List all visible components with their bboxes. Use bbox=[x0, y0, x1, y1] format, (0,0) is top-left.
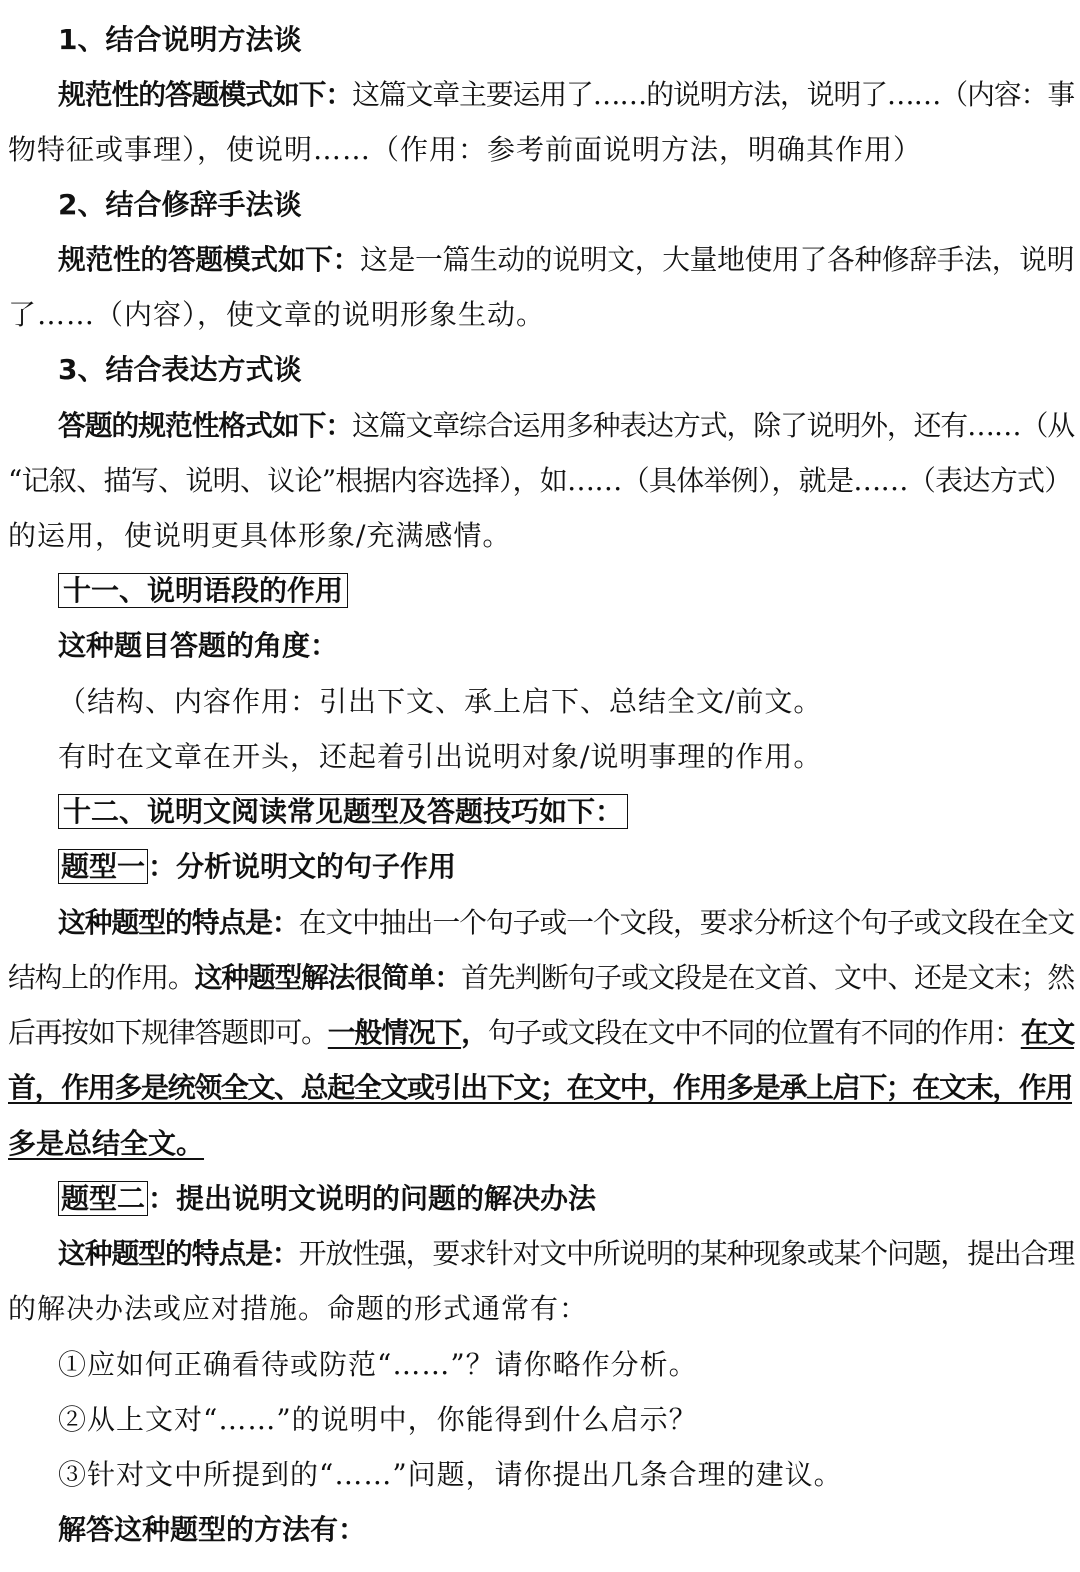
type-2-title: ：提出说明文说明的问题的解决办法 bbox=[148, 1182, 597, 1215]
section-12-title bbox=[58, 794, 628, 830]
text: 首先判断句子或文段是在文首、文中、还是文末；然 bbox=[461, 961, 1075, 994]
text: 这篇文章主要运用了……的说明方法，说明了……（内容：事 bbox=[352, 78, 1075, 111]
type-1-heading bbox=[58, 849, 456, 885]
bold-lead: 答题的规范性格式如下： bbox=[58, 409, 353, 442]
bold-lead: 这种题型的特点是： bbox=[58, 1237, 299, 1270]
text: 开放性强，要求针对文中所说明的某种现象或某个问题，提出合理 bbox=[298, 1237, 1075, 1270]
text: 句子或文段在文中不同的位置有不同的作用： bbox=[487, 1016, 1021, 1049]
text: 后再按如下规律答题即可。 bbox=[8, 1016, 328, 1049]
type-2-heading bbox=[58, 1181, 596, 1217]
method-heading: 解答这种题型的方法有： bbox=[58, 1513, 367, 1546]
underlined-line: 首，作用多是统领全文、总起全文或引出下文；在文中，作用多是承上启下；在文末，作用 bbox=[8, 1071, 1073, 1104]
type-1-label: 题型一 bbox=[58, 849, 148, 884]
text: 这篇文章综合运用多种表达方式，除了说明外，还有……（从 bbox=[352, 409, 1075, 442]
bold-lead: 这种题型的特点是： bbox=[58, 906, 299, 939]
heading-2: 2、结合修辞手法谈 bbox=[58, 188, 302, 221]
section-11-angle: 这种题目答题的角度： bbox=[58, 629, 339, 662]
text: ， bbox=[461, 1016, 488, 1049]
paragraph-line: （结构、内容作用：引出下文、承上启下、总结全文/前文。 bbox=[58, 685, 823, 718]
type-1-title: ：分析说明文的句子作用 bbox=[148, 850, 457, 883]
text: 这是一篇生动的说明文，大量地使用了各种修辞手法，说明 bbox=[360, 243, 1075, 276]
paragraph-line: 的运用，使说明更具体形象/充满感情。 bbox=[8, 519, 512, 552]
heading-1: 1、结合说明方法谈 bbox=[58, 23, 302, 56]
boxed-title: 十一、说明语段的作用 bbox=[58, 573, 348, 608]
paragraph-line bbox=[58, 905, 1074, 941]
paragraph-line: “记叙、描写、说明、议论”根据内容选择），如……（具体举例），就是……（表达方式） bbox=[8, 464, 1072, 497]
question-3: ③针对文中所提到的“……”问题，请你提出几条合理的建议。 bbox=[58, 1458, 843, 1491]
paragraph-line bbox=[58, 77, 1074, 113]
heading-3: 3、结合表达方式谈 bbox=[58, 353, 302, 386]
paragraph-line: 了……（内容），使文章的说明形象生动。 bbox=[8, 298, 546, 331]
bold-lead: 规范性的答题模式如下： bbox=[58, 78, 353, 111]
paragraph-line: 的解决办法或应对措施。命题的形式通常有： bbox=[8, 1292, 589, 1325]
paragraph-line bbox=[8, 1015, 1074, 1051]
boxed-title: 十二、说明文阅读常见题型及答题技巧如下： bbox=[58, 794, 628, 829]
bold-lead: 这种题型解法很简单： bbox=[194, 961, 462, 994]
question-2: ②从上文对“……”的说明中，你能得到什么启示？ bbox=[58, 1403, 698, 1436]
paragraph-line: 物特征或事理），使说明……（作用：参考前面说明方法，明确其作用） bbox=[8, 133, 923, 166]
type-2-label: 题型二 bbox=[58, 1181, 148, 1216]
paragraph-line bbox=[8, 960, 1074, 996]
text: 在文中抽出一个句子或一个文段，要求分析这个句子或文段在全文 bbox=[298, 906, 1075, 939]
underlined-line: 多是总结全文。 bbox=[8, 1127, 205, 1160]
question-1: ①应如何正确看待或防范“……”？请你略作分析。 bbox=[58, 1348, 698, 1381]
underlined-text: 在文 bbox=[1020, 1016, 1075, 1049]
underlined-text: 一般情况下 bbox=[327, 1016, 462, 1049]
text: 结构上的作用。 bbox=[8, 961, 195, 994]
paragraph-line bbox=[58, 242, 1074, 278]
section-11-title bbox=[58, 573, 348, 609]
paragraph-line: 有时在文章在开头，还起着引出说明对象/说明事理的作用。 bbox=[58, 740, 823, 773]
paragraph-line bbox=[58, 408, 1074, 444]
bold-lead: 规范性的答题模式如下： bbox=[58, 243, 361, 276]
paragraph-line bbox=[58, 1236, 1074, 1272]
